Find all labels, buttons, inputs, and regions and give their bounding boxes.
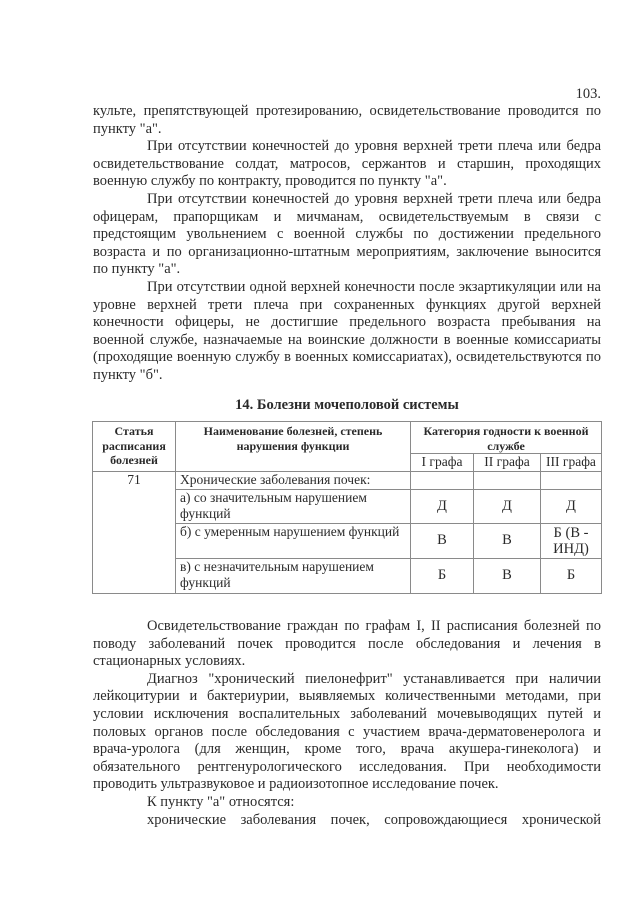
value-cell: В xyxy=(474,524,541,559)
disease-schedule-table xyxy=(92,421,602,594)
value-cell: В xyxy=(474,559,541,594)
article-number: 71 xyxy=(93,472,176,594)
table-row xyxy=(93,472,602,490)
empty-cell xyxy=(474,472,541,490)
value-cell: Б xyxy=(541,559,602,594)
header-column-2: II графа xyxy=(474,454,541,472)
header-column-3: III графа xyxy=(541,454,602,472)
row-label: в) с незначительным нарушением функций xyxy=(176,559,411,594)
header-category: Категория годности к военной службе xyxy=(411,422,602,454)
value-cell: Б xyxy=(411,559,474,594)
section-title: 14. Болезни мочеполовой системы xyxy=(235,397,459,413)
value-cell: Д xyxy=(411,490,474,524)
paragraph: К пункту "а" относятся: xyxy=(147,793,295,810)
value-cell: В xyxy=(411,524,474,559)
value-cell: Б (В - ИНД) xyxy=(541,524,602,559)
page-number: 103. xyxy=(575,86,601,102)
row-label: а) со значительным нарушением функций xyxy=(176,490,411,524)
paragraph: При отсутствии конечностей до уровня верхней трети плеча или бедра освидетельствование солдат, матросов, сержантов и старшин, проходящих военную службу по контракту, проводится по пункту "а". xyxy=(93,138,601,190)
header-article: Статья расписания болезней xyxy=(93,422,176,472)
paragraph: хронические заболевания почек, сопровождающиеся хронической xyxy=(147,811,601,828)
bottom-text-block xyxy=(93,618,601,829)
row-label: б) с умеренным нарушением функций xyxy=(176,524,411,559)
group-title: Хронические заболевания почек: xyxy=(176,472,411,490)
paragraph: Диагноз "хронический пиелонефрит" устанавливается при наличии лейкоцитурии и бактериурии, выявляемых количественными методами, при условии исключения воспалительных заболеваний мочевыводящих путей и половых органов после обследования с участием врача-дерматовенеролога и врача-уролога (для женщин, кроме того, врача акушера-гинеколога) и обязательного рентгенурологического исследования. При необходимости проводить ультразвуковое и радиоизотопное исследование почек. xyxy=(93,670,601,793)
paragraph: Освидетельствование граждан по графам I, II расписания болезней по поводу заболеваний почек проводится после обследования и лечения в стационарных условиях. xyxy=(93,618,601,670)
top-text-block xyxy=(93,103,601,385)
paragraph: При отсутствии конечностей до уровня верхней трети плеча или бедра офицерам, прапорщикам и мичманам, освидетельствуемым в связи с предстоящим увольнением с военной службы по достижении предельного возраста и по организационно-штатным мероприятиям, заключение выносится по пункту "а". xyxy=(93,190,601,278)
empty-cell xyxy=(411,472,474,490)
paragraph: При отсутствии одной верхней конечности после экзартикуляции или на уровне верхней трети плеча при сохраненных функциях другой верхней конечности офицеры, не достигшие предельного возраста пребывания на военной службе, назначаемые на воинские должности в военные комиссариаты (проходящие военную службу в военных комиссариатах), освидетельствуются по пункту "б". xyxy=(93,278,601,383)
value-cell: Д xyxy=(474,490,541,524)
header-disease: Наименование болезней, степень нарушения функции xyxy=(176,422,411,472)
empty-cell xyxy=(541,472,602,490)
paragraph: культе, препятствующей протезированию, освидетельствование проводится по пункту "а". xyxy=(93,103,601,137)
value-cell: Д xyxy=(541,490,602,524)
header-column-1: I графа xyxy=(411,454,474,472)
